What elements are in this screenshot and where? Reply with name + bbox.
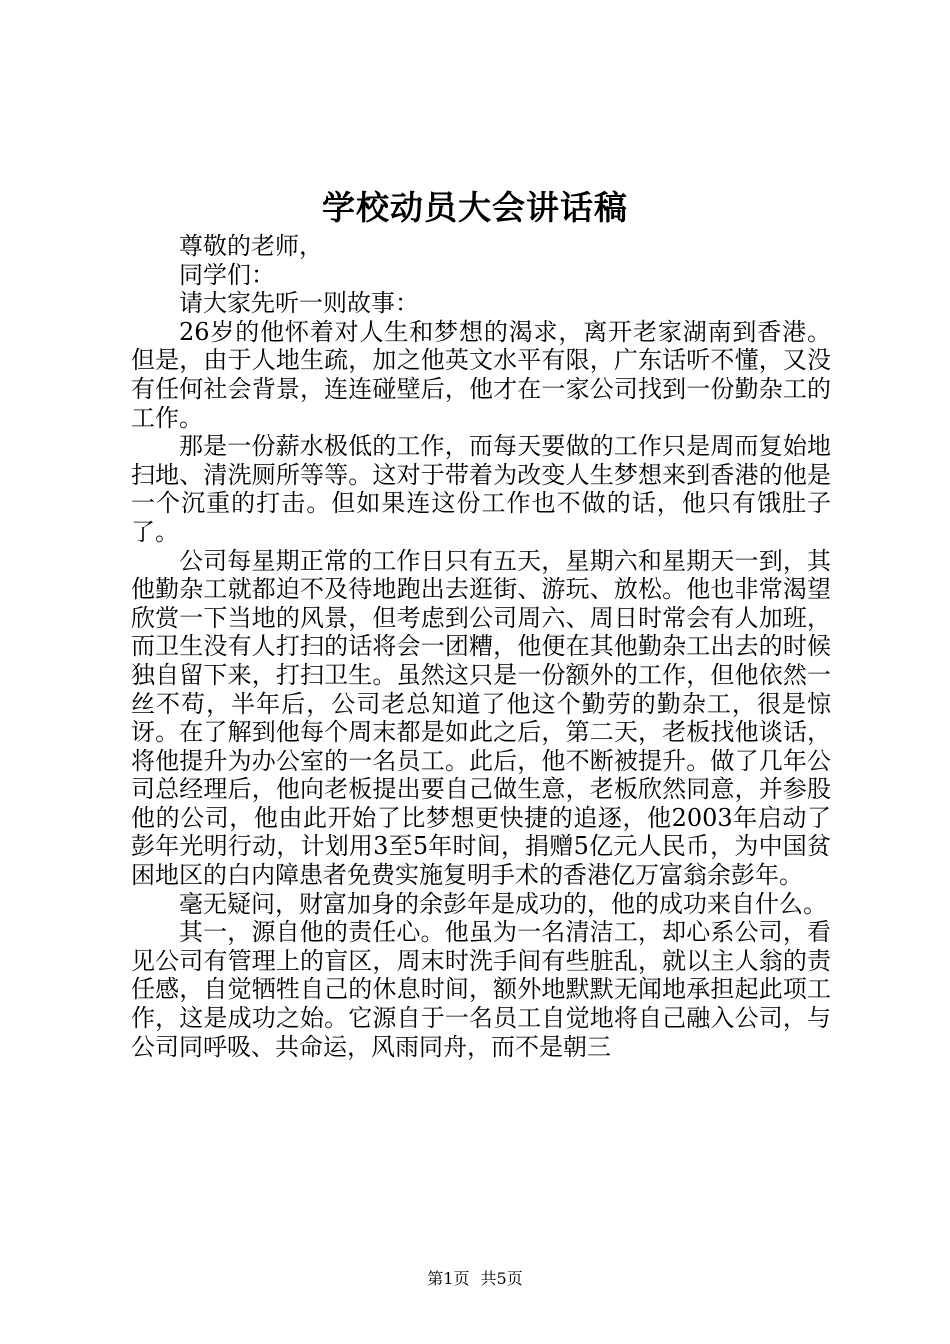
paragraph: 毫无疑问，财富加身的余彭年是成功的，他的成功来自什么。 — [179, 889, 827, 918]
paragraph: 公司每星期正常的工作日只有五天，星期六和星期天一到，其他勤杂工就都迫不及待地跑出去逛街、游玩、放松。他也非常渴望欣赏一下当地的风景，但考虑到公司周六、周日时常会有人加班，而卫生没有人打扫的话将会一团糟，他便在其他勤杂工出去的时候独自留下来，打扫卫生。虽然这只是一份额外的工作，但他依然一丝不苟，半年后，公司老总知道了他这个勤劳的勤杂工，很是惊讶。在了解到他每个周末都是如此之后，第二天，老板找他谈话，将他提升为办公室的一名员工。此后，他不断被提升。做了几年公司总经理后，他向老板提出要自己做生意，老板欣然同意，并参股他的公司，他由此开始了比梦想更快捷的追逐，他2003年启动了彭年光明行动，计划用3至5年时间，捐赠5亿元人民币，为中国贫困地区的白内障患者免费实施复明手术的香港亿万富翁余彭年。 — [131, 546, 831, 890]
salutation-teachers: 尊敬的老师， — [179, 232, 323, 260]
document-body — [131, 232, 831, 1061]
salutation-students: 同学们： — [179, 260, 275, 289]
paragraph: 其一，源自他的责任心。他虽为一名清洁工，却心系公司，看见公司有管理上的盲区，周末时洗手间有些脏乱，就以主人翁的责任感，自觉牺牲自己的休息时间，额外地默默无闻地承担起此项工作，这是成功之始。它源自于一名员工自觉地将自己融入公司，与公司同呼吸、共命运，风雨同舟，而不是朝三 — [131, 918, 831, 1061]
paragraph: 那是一份薪水极低的工作，而每天要做的工作只是周而复始地扫地、清洗厕所等等。这对于带着为改变人生梦想来到香港的他是一个沉重的打击。但如果连这份工作也不做的话，他只有饿肚子了。 — [131, 432, 831, 546]
paragraph: 26岁的他怀着对人生和梦想的渴求，离开老家湖南到香港。但是，由于人地生疏，加之他英文水平有限，广东话听不懂，又没有任何社会背景，连连碰壁后，他才在一家公司找到一份勤杂工的工作。 — [131, 317, 831, 432]
document-title: 学校动员大会讲话稿 — [322, 188, 628, 227]
page-number-footer: 第1页 共5页 — [427, 1269, 523, 1288]
story-intro: 请大家先听一则故事： — [179, 289, 419, 318]
